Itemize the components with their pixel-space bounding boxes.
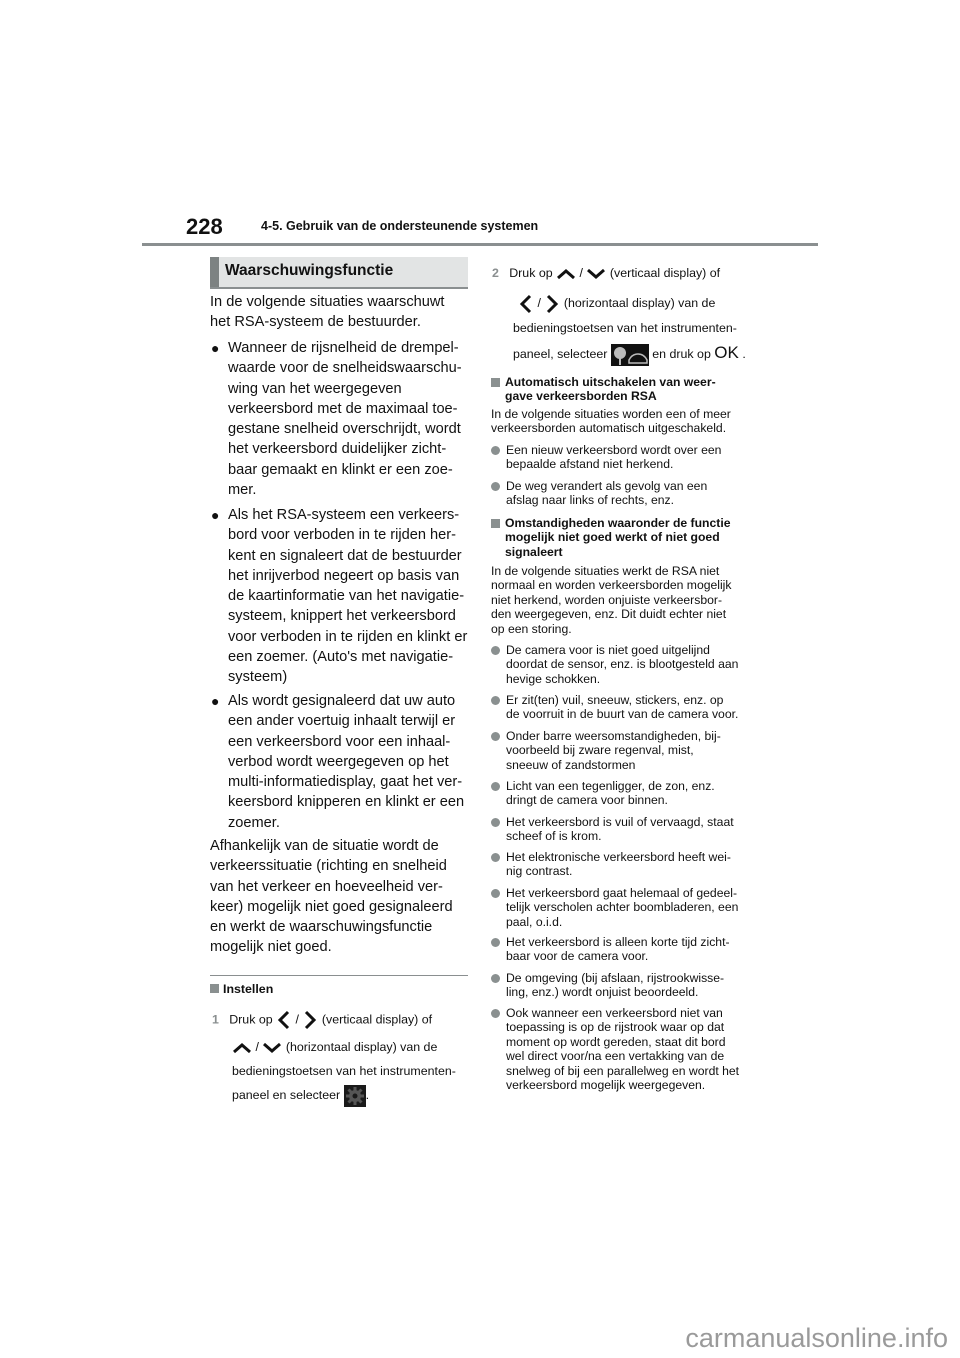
bullet-icon <box>491 696 500 705</box>
list-item-text: Het elektronische verkeersbord heeft wei- nig contrast. <box>506 850 731 879</box>
bullet-icon <box>491 732 500 741</box>
list-item <box>506 729 766 772</box>
chevron-right-icon <box>544 294 560 314</box>
step-text: paneel, selecteer <box>513 347 608 361</box>
bullet-icon: ● <box>211 507 220 523</box>
bullet-icon <box>491 818 500 827</box>
bullet-icon <box>491 938 500 947</box>
bullet-icon: ● <box>211 340 220 356</box>
step-text: (verticaal display) of <box>321 1012 433 1027</box>
list-item-text: Ook wanneer een verkeersbord niet van toepassing is op de rijstrook waar op dat moment op wordt gereden, staat dit bord wel direct voor/na een vertakking van de snelweg of bij een parallelweg en wordt het verkeersbord mogelijk weergegeven. <box>506 1006 740 1093</box>
list-item-text: Er zit(ten) vuil, sneeuw, stickers, enz. op de voorruit in de buurt van de camera voor. <box>506 693 739 722</box>
settings-gear-icon <box>344 1085 366 1107</box>
step-2 <box>492 264 762 366</box>
list-item <box>506 443 766 472</box>
subheading-auto-off <box>491 375 775 404</box>
paragraph: In de volgende situaties worden een of meer verkeersborden automatisch uitgeschakeld. <box>491 407 731 436</box>
bullet-icon <box>491 1009 500 1018</box>
chevron-left-icon <box>518 294 534 314</box>
separator: / <box>255 1040 259 1054</box>
list-item-text: Het verkeersbord gaat helemaal of gedeel- telijk verscholen achter boombladeren, een paal, o.i.d. <box>506 886 739 929</box>
section-heading-bar <box>210 257 219 287</box>
bullet-icon <box>491 646 500 655</box>
list-item <box>506 1006 766 1092</box>
list-item-text: Het verkeersbord is alleen korte tijd zicht- baar voor de camera voor. <box>506 935 730 964</box>
bullet-icon: ● <box>211 693 220 709</box>
separator: / <box>579 266 583 280</box>
section-title: Waarschuwingsfunctie <box>225 262 394 279</box>
separator: / <box>295 1012 299 1027</box>
list-item <box>211 505 488 688</box>
paragraph: In de volgende situaties werkt de RSA niet normaal en worden verkeersborden mogelijk niet herkend, worden onjuiste verkeersbor- den weergegeven, enz. Dit duidt echter niet op een storing. <box>491 564 732 636</box>
step-1 <box>212 1010 472 1108</box>
list-item <box>506 815 766 844</box>
step-text: Druk op <box>229 1012 273 1027</box>
bullet-icon <box>491 482 500 491</box>
bullet-icon <box>491 974 500 983</box>
list-item-text: De weg verandert als gevolg van een afslag naar links of rechts, enz. <box>506 479 708 508</box>
square-bullet-icon <box>210 984 219 993</box>
list-item-text: Als wordt gesignaleerd dat uw auto een ander voertuig inhaalt terwijl er een verkeersbord voor een inhaal- verbod wordt weergegeven op het multi-informatiedisplay, gaat het ver- keersbord knipperen en klinkt er een zoemer. <box>228 693 465 831</box>
list-item-text: Wanneer de rijsnelheid de drempel- waarde voor de snelheidswaarschu- wing van het weergegeven verkeersbord met de maximaal toe- gestane snelheid overschrijdt, wordt het verkeersbord duidelijker zicht- baar gemaakt en klinkt er een zoe- mer. <box>228 340 462 499</box>
subheading-text: Automatisch uitschakelen van weer- gave verkeersborden RSA <box>505 375 716 404</box>
list-item <box>211 338 488 500</box>
closing-paragraph: Afhankelijk van de situatie wordt de verkeerssituatie (richting en snelheid van het verkeer en hoeveelheid ver- keer) mogelijk niet goed gesignaleerd en werkt de waarschuwingsfunctie mogelijk niet goed. <box>210 838 453 956</box>
step-text: . <box>365 1088 370 1102</box>
list-item <box>506 779 766 808</box>
intro-paragraph: In de volgende situaties waarschuwt het RSA-systeem de bestuurder. <box>210 294 445 331</box>
section-heading-box <box>210 257 468 289</box>
chevron-down-icon <box>262 1042 282 1054</box>
chapter-title: 4-5. Gebruik van de ondersteunende systemen <box>261 219 539 233</box>
list-item-text: Als het RSA-systeem een verkeers- bord voor verboden in te rijden her- kent en signaleert dat de bestuurder het inrijverbod negeert op basis van de kaartinformatie van het navigatie- systeem, knippert het verkeersbord voor verboden in te rijden en klinkt er een zoemer. (Auto's met navigatie- systeem) <box>228 507 468 686</box>
bullet-icon <box>491 853 500 862</box>
ok-button-icon: OK <box>714 343 739 362</box>
step-text: paneel en selecteer <box>232 1088 341 1102</box>
bullet-icon <box>491 782 500 791</box>
step-text: Druk op <box>509 266 553 280</box>
watermark[interactable]: carmanualsonline.info <box>685 1323 948 1353</box>
step-number: 1 <box>212 1012 219 1027</box>
list-item <box>211 691 488 833</box>
list-item <box>506 886 766 929</box>
list-item <box>506 971 766 1000</box>
step-text: (verticaal display) of <box>609 266 721 280</box>
bullet-icon <box>491 446 500 455</box>
square-bullet-icon <box>491 519 500 528</box>
step-text: en druk op <box>652 347 711 361</box>
rsa-sign-icon <box>611 344 649 366</box>
list-item-text: Onder barre weersomstandigheden, bij- voorbeeld bij zware regenval, mist, sneeuw of zandstormen <box>506 729 721 772</box>
step-text: (horizontaal display) van de <box>563 296 716 310</box>
step-text: bedieningstoetsen van het instrumenten- <box>232 1064 456 1078</box>
list-item-text: Licht van een tegenligger, de zon, enz. dringt de camera voor binnen. <box>506 779 715 808</box>
header-divider <box>142 243 818 246</box>
list-item <box>506 935 766 964</box>
list-item-text: Een nieuw verkeersbord wordt over een bepaalde afstand niet herkend. <box>506 443 722 472</box>
separator: / <box>537 296 541 310</box>
list-item-text: De camera voor is niet goed uitgelijnd doordat de sensor, enz. is blootgesteld aan hevige schokken. <box>506 643 739 686</box>
chevron-up-icon <box>232 1042 252 1054</box>
list-item-text: Het verkeersbord is vuil of vervaagd, staat scheef of is krom. <box>506 815 734 844</box>
list-item <box>506 850 766 879</box>
list-item <box>506 693 766 722</box>
subheading-text: Instellen <box>223 982 274 996</box>
page-number: 228 <box>186 214 223 239</box>
chevron-left-icon <box>276 1010 292 1030</box>
divider <box>210 975 468 976</box>
step-text: . <box>742 347 746 361</box>
step-text: (horizontaal display) van de <box>285 1040 438 1054</box>
step-number: 2 <box>492 266 499 280</box>
list-item <box>506 643 766 686</box>
subheading-circumstances <box>491 516 775 559</box>
square-bullet-icon <box>491 378 500 387</box>
chevron-right-icon <box>302 1010 318 1030</box>
list-item <box>506 479 766 508</box>
step-text: bedieningstoetsen van het instrumenten- <box>513 321 737 335</box>
subheading-text: Omstandigheden waaronder de functie mogelijk niet goed werkt of niet goed signaleert <box>505 516 731 559</box>
chevron-up-icon <box>556 268 576 280</box>
list-item-text: De omgeving (bij afslaan, rijstrookwisse- ling, enz.) wordt onjuist beoordeeld. <box>506 971 725 1000</box>
subheading-instellen <box>210 982 273 996</box>
chevron-down-icon <box>586 268 606 280</box>
bullet-icon <box>491 889 500 898</box>
